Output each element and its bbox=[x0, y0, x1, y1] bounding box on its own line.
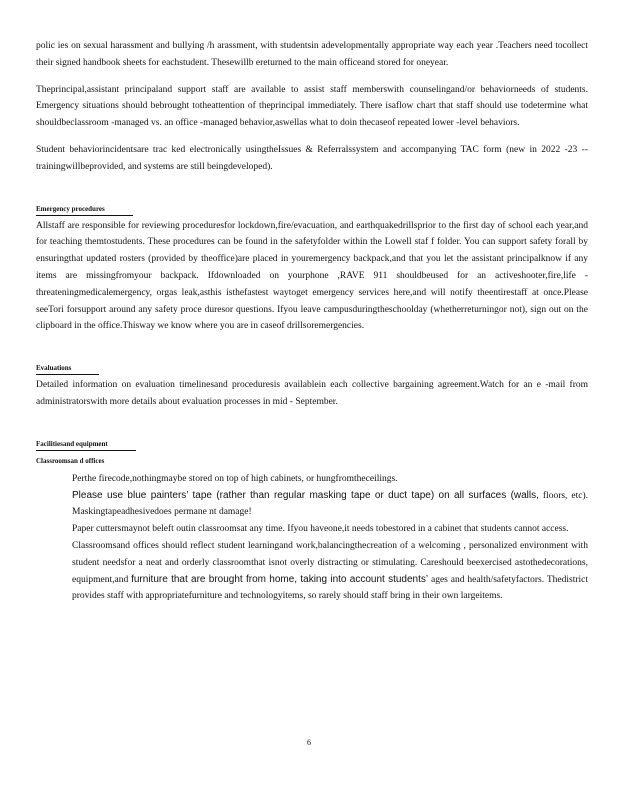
page-number: 6 bbox=[307, 738, 311, 747]
list-item bbox=[58, 521, 588, 538]
classrooms-subheading: Classroomsan d offices bbox=[36, 456, 105, 465]
document-page bbox=[36, 38, 588, 605]
bullet-text: Classroomsand offices should reflect student learningand work,balancingthecreation of a welcoming , personalized environment with student needsfor a neat and orderly classroomthat isnot overly distracting or stimulating. Careshould beexercised astothedecorations, equipment,and bbox=[72, 540, 588, 585]
bullet-text: furniture that are brought from home, taking into account students’ bbox=[131, 573, 429, 585]
list-item bbox=[58, 471, 588, 488]
list-item bbox=[58, 538, 588, 605]
emergency-heading: Emergency procedures bbox=[36, 203, 133, 216]
facilities-bullet-list bbox=[36, 471, 588, 605]
intro-paragraph-3: Student behaviorincidentsare trac ked electronically usingtheIssues & Referralssystem and accompanying TAC form (new in 2022 -23 -- trainingwillbeprovided, and systems are still beingdeveloped). bbox=[36, 144, 588, 172]
evaluations-paragraph: Detailed information on evaluation timelinesand proceduresis availablein each collective bargaining agreement.Watch for an e -mail from administratorswith more details about evaluation processes in mid - September. bbox=[36, 380, 588, 407]
intro-paragraph-2: Theprincipal,assistant principaland support staff are available to assist staff memberswith counselingand/or behaviorneeds of students. Emergency situations should bebrought totheattention of theprincipal immediately. There isaflow chart that staff should use todetermine what shouldbeclassroom -managed vs. an office -managed behavior,aswellas what to doin thecaseof repeated lower -level behaviors. bbox=[36, 84, 588, 129]
emergency-paragraph: Allstaff are responsible for reviewing proceduresfor lockdown,fire/evacuation, and earthquakedrillsprior to the first day of school each year,and for teaching themtostudents. These procedures can be found in the safetyfolder within the Lowell staf f folder. You can support safety forall by ensuringthat updated rosters (provided by theoffice)are placed in youremergency backpack,and that you let the assistant principalknow if any items are missingfromyour backpack. Ifdownloaded on yourphone ,RAVE 911 shouldbeused for an activeshooter,fire,life -threateningmedicalemergency, orgas leak,asthis isthefastest waytoget emergency services here,and will notify theentirestaff at once.Please seeTori forsupport around any safety proce duresor questions. Ifyou leave campusduringtheschoolday (whetherreturningor not), sign out on the clipboard in the office.Thisway we know where you are in caseof drillsoremergencies. bbox=[36, 220, 588, 332]
evaluations-heading: Evaluations bbox=[36, 362, 99, 375]
bullet-text: floors, etc). Maskingtapeadhesivedoes permane nt damage! bbox=[72, 490, 589, 518]
bullet-text: Perthe firecode,nothingmaybe stored on top of high cabinets, or hungfromtheceilings. bbox=[72, 473, 398, 484]
list-item bbox=[58, 488, 588, 522]
bullet-text: Paper cuttersmaynot beleft outin classroomsat any time. Ifyou haveone,it needs tobestored in a cabinet that students cannot access. bbox=[72, 524, 569, 535]
facilities-heading: Facilitiesand equipment bbox=[36, 438, 136, 451]
bullet-text: Please use blue painters’ tape (rather than regular masking tape or duct tape) on all surfaces (walls, bbox=[72, 489, 539, 501]
bullet-text: ages and health/safetyfactors. Thedistrict provides staff with appropriatefurniture and technologyitems, so rarely should staff bring in their own largeitems. bbox=[72, 574, 589, 602]
intro-paragraph-1: polic ies on sexual harassment and bullying /h arassment, with studentsin adevelopmentally appropriate way each year .Teachers need tocollect their signed handbook sheets for eachstudent. Thesewillb ereturned to the main officeand stored for oneyear. bbox=[36, 41, 588, 68]
